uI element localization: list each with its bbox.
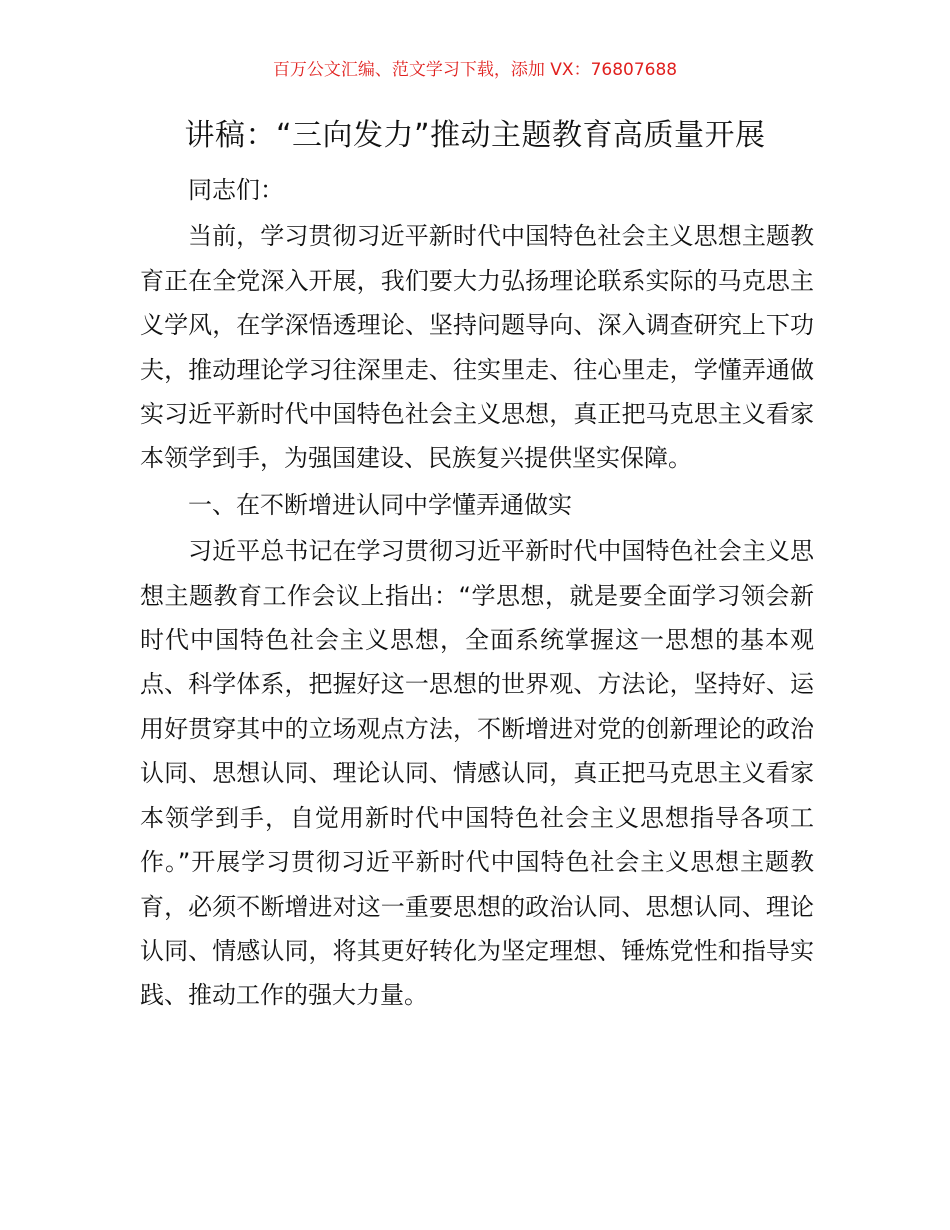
- watermark-header: 百万公文汇编、范文学习下载，添加 VX：76807688: [272, 60, 678, 80]
- salutation: 同志们：: [188, 176, 284, 204]
- paragraph-section-1: 习近平总书记在学习贯彻习近平新时代中国特色社会主义思想主题教育工作会议上指出：“学思想，就是要全面学习领会新时代中国特色社会主义思想，全面系统掌握这一思想的基本观点、科学体系，把握好这一思想的世界观、方法论，坚持好、运用好贯穿其中的立场观点方法，不断增进对党的创新理论的政治认同、思想认同、理论认同、情感认同，真正把马克思主义看家本领学到手，自觉用新时代中国特色社会主义思想指导各项工作。”开展学习贯彻习近平新时代中国特色社会主义思想主题教育，必须不断增进对这一重要思想的政治认同、思想认同、理论认同、情感认同，将其更好转化为坚定理想、锤炼党性和指导实践、推动工作的强大力量。: [140, 537, 814, 1010]
- section-heading-1: 一、在不断增进认同中学懂弄通做实: [188, 490, 572, 519]
- document-body: [140, 168, 814, 1018]
- document-title: 讲稿：“三向发力”推动主题教育高质量开展: [184, 118, 766, 153]
- paragraph-intro: 当前，学习贯彻习近平新时代中国特色社会主义思想主题教育正在全党深入开展，我们要大力弘扬理论联系实际的马克思主义学风，在学深悟透理论、坚持问题导向、深入调查研究上下功夫，推动理论学习往深里走、往实里走、往心里走，学懂弄通做实习近平新时代中国特色社会主义思想，真正把马克思主义看家本领学到手，为强国建设、民族复兴提供坚实保障。: [140, 222, 814, 473]
